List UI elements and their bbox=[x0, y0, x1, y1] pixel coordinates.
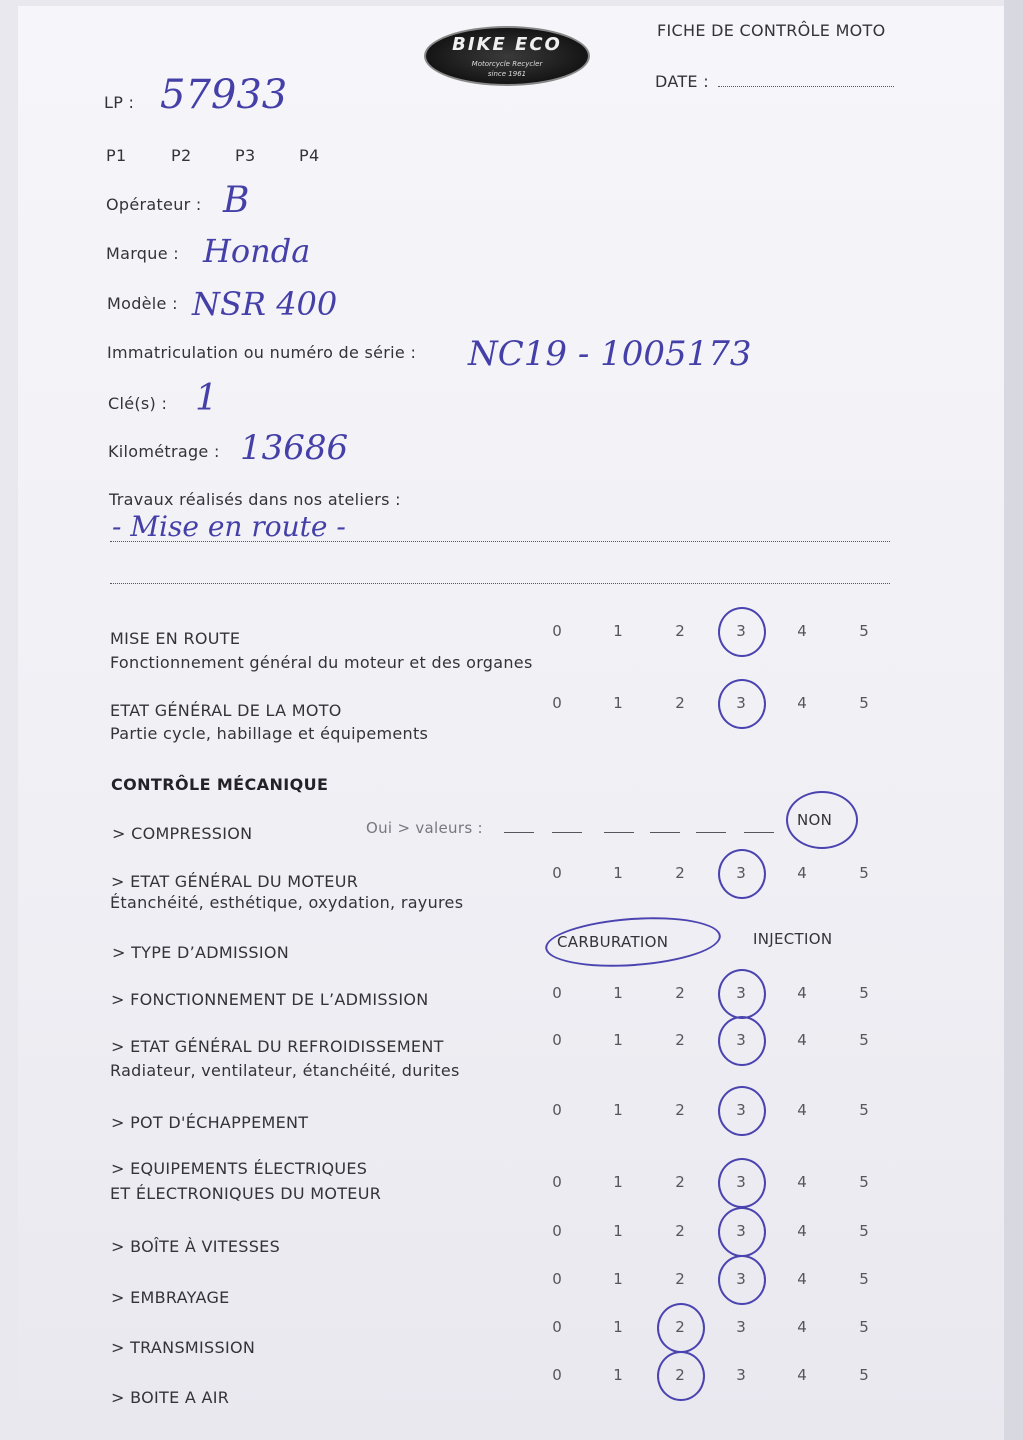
lp-value[interactable]: 57933 bbox=[160, 72, 288, 118]
logo-brand: BIKE ECO bbox=[452, 34, 562, 55]
admission-type-title: > TYPE D’ADMISSION bbox=[112, 943, 290, 962]
mech-2-score-1[interactable]: 1 bbox=[613, 1031, 623, 1049]
mech-3-score-4[interactable]: 4 bbox=[797, 1101, 807, 1119]
mech-title-1: > FONCTIONNEMENT DE L’ADMISSION bbox=[111, 990, 429, 1009]
mech-7-score-1[interactable]: 1 bbox=[613, 1318, 623, 1336]
compression-value-slot-1[interactable] bbox=[504, 832, 534, 833]
mech-8-score-3[interactable]: 3 bbox=[736, 1366, 746, 1384]
mech-0-score-5[interactable]: 5 bbox=[859, 864, 869, 882]
compression-value-slot-4[interactable] bbox=[650, 832, 680, 833]
mech-4-score-3[interactable]: 3 bbox=[736, 1173, 746, 1191]
mech-4-score-4[interactable]: 4 bbox=[797, 1173, 807, 1191]
km-value[interactable]: 13686 bbox=[240, 428, 349, 468]
rating-0-score-5[interactable]: 5 bbox=[859, 622, 869, 640]
section-title-controle-mecanique: CONTRÔLE MÉCANIQUE bbox=[111, 775, 329, 794]
mech-2-score-4[interactable]: 4 bbox=[797, 1031, 807, 1049]
mech-2-score-5[interactable]: 5 bbox=[859, 1031, 869, 1049]
rating-1-score-3[interactable]: 3 bbox=[736, 694, 746, 712]
mech-5-selected-circle bbox=[718, 1207, 766, 1257]
logo-since: since 1961 bbox=[487, 70, 527, 78]
rating-title-0: MISE EN ROUTE bbox=[110, 629, 241, 648]
cles-label: Clé(s) : bbox=[108, 394, 168, 413]
mech-title-2: > ETAT GÉNÉRAL DU REFROIDISSEMENT bbox=[111, 1037, 444, 1056]
page-edge bbox=[1004, 0, 1023, 1440]
mech-8-score-0[interactable]: 0 bbox=[552, 1366, 562, 1384]
mech-4-score-5[interactable]: 5 bbox=[859, 1173, 869, 1191]
mech-3-score-0[interactable]: 0 bbox=[552, 1101, 562, 1119]
mech-title-6: > EMBRAYAGE bbox=[111, 1288, 230, 1307]
rating-1-score-4[interactable]: 4 bbox=[797, 694, 807, 712]
mech-0-score-1[interactable]: 1 bbox=[613, 864, 623, 882]
mech-4-score-1[interactable]: 1 bbox=[613, 1173, 623, 1191]
mech-subtitle-2: Radiateur, ventilateur, étanchéité, durites bbox=[110, 1061, 460, 1080]
modele-label: Modèle : bbox=[107, 294, 178, 313]
mech-1-score-2[interactable]: 2 bbox=[675, 984, 685, 1002]
travaux-line-1 bbox=[110, 541, 890, 542]
mech-subtitle-4: ET ÉLECTRONIQUES DU MOTEUR bbox=[110, 1184, 382, 1203]
mech-subtitle-0: Étanchéité, esthétique, oxydation, rayures bbox=[110, 893, 464, 912]
mech-6-score-5[interactable]: 5 bbox=[859, 1270, 869, 1288]
rating-subtitle-0: Fonctionnement général du moteur et des organes bbox=[110, 653, 533, 672]
modele-value[interactable]: NSR 400 bbox=[192, 285, 338, 323]
mech-7-selected-circle bbox=[657, 1303, 705, 1353]
mech-title-0: > ETAT GÉNÉRAL DU MOTEUR bbox=[111, 872, 359, 891]
p3-option[interactable]: P3 bbox=[235, 146, 256, 165]
mech-3-score-2[interactable]: 2 bbox=[675, 1101, 685, 1119]
rating-1-score-0[interactable]: 0 bbox=[552, 694, 562, 712]
mech-7-score-2[interactable]: 2 bbox=[675, 1318, 685, 1336]
rating-1-score-2[interactable]: 2 bbox=[675, 694, 685, 712]
mech-6-score-2[interactable]: 2 bbox=[675, 1270, 685, 1288]
mech-0-selected-circle bbox=[718, 849, 766, 899]
rating-0-score-1[interactable]: 1 bbox=[613, 622, 623, 640]
mech-0-score-2[interactable]: 2 bbox=[675, 864, 685, 882]
mech-1-selected-circle bbox=[718, 969, 766, 1019]
mech-title-8: > BOITE A AIR bbox=[111, 1388, 230, 1407]
mech-6-selected-circle bbox=[718, 1255, 766, 1305]
marque-label: Marque : bbox=[106, 244, 179, 263]
travaux-value[interactable]: - Mise en route - bbox=[112, 510, 346, 543]
compression-value-slot-3[interactable] bbox=[604, 832, 634, 833]
bike-eco-logo bbox=[424, 26, 590, 86]
logo-tagline: Motorcycle Recycler bbox=[471, 60, 543, 68]
mech-2-selected-circle bbox=[718, 1016, 766, 1066]
rating-1-score-1[interactable]: 1 bbox=[613, 694, 623, 712]
mech-6-score-4[interactable]: 4 bbox=[797, 1270, 807, 1288]
rating-1-selected-circle bbox=[718, 679, 766, 729]
rating-0-selected-circle bbox=[718, 607, 766, 657]
mech-7-score-0[interactable]: 0 bbox=[552, 1318, 562, 1336]
rating-title-1: ETAT GÉNÉRAL DE LA MOTO bbox=[110, 701, 342, 720]
mech-4-selected-circle bbox=[718, 1158, 766, 1208]
mech-8-selected-circle bbox=[657, 1351, 705, 1401]
admission-injection-option[interactable]: INJECTION bbox=[753, 930, 833, 948]
mech-1-score-4[interactable]: 4 bbox=[797, 984, 807, 1002]
mech-6-score-0[interactable]: 0 bbox=[552, 1270, 562, 1288]
rating-1-score-5[interactable]: 5 bbox=[859, 694, 869, 712]
km-label: Kilométrage : bbox=[108, 442, 220, 461]
cles-value[interactable]: 1 bbox=[195, 378, 218, 419]
mech-4-score-2[interactable]: 2 bbox=[675, 1173, 685, 1191]
date-field[interactable] bbox=[718, 86, 894, 87]
p1-option[interactable]: P1 bbox=[106, 146, 127, 165]
compression-non-circle bbox=[786, 791, 858, 849]
mech-2-score-0[interactable]: 0 bbox=[552, 1031, 562, 1049]
operateur-value[interactable]: B bbox=[223, 180, 250, 221]
mech-title-7: > TRANSMISSION bbox=[111, 1338, 256, 1357]
mech-2-score-3[interactable]: 3 bbox=[736, 1031, 746, 1049]
mech-4-score-0[interactable]: 0 bbox=[552, 1173, 562, 1191]
p4-option[interactable]: P4 bbox=[299, 146, 320, 165]
mech-0-score-0[interactable]: 0 bbox=[552, 864, 562, 882]
rating-0-score-0[interactable]: 0 bbox=[552, 622, 562, 640]
mech-7-score-4[interactable]: 4 bbox=[797, 1318, 807, 1336]
mech-1-score-3[interactable]: 3 bbox=[736, 984, 746, 1002]
travaux-label: Travaux réalisés dans nos ateliers : bbox=[109, 490, 401, 509]
mech-8-score-5[interactable]: 5 bbox=[859, 1366, 869, 1384]
mech-8-score-4[interactable]: 4 bbox=[797, 1366, 807, 1384]
operateur-label: Opérateur : bbox=[106, 195, 202, 214]
mech-8-score-1[interactable]: 1 bbox=[613, 1366, 623, 1384]
mech-title-5: > BOÎTE À VITESSES bbox=[111, 1237, 281, 1256]
mech-7-score-3[interactable]: 3 bbox=[736, 1318, 746, 1336]
mech-5-score-4[interactable]: 4 bbox=[797, 1222, 807, 1240]
rating-0-score-2[interactable]: 2 bbox=[675, 622, 685, 640]
mech-2-score-2[interactable]: 2 bbox=[675, 1031, 685, 1049]
form-title: FICHE DE CONTRÔLE MOTO bbox=[657, 21, 886, 40]
mech-3-score-3[interactable]: 3 bbox=[736, 1101, 746, 1119]
mech-6-score-3[interactable]: 3 bbox=[736, 1270, 746, 1288]
compression-non-option[interactable]: NON bbox=[797, 811, 833, 829]
admission-carburation-option[interactable]: CARBURATION bbox=[557, 933, 669, 951]
mech-0-score-3[interactable]: 3 bbox=[736, 864, 746, 882]
mech-title-3: > POT D'ÉCHAPPEMENT bbox=[111, 1113, 309, 1132]
marque-value[interactable]: Honda bbox=[203, 232, 311, 270]
compression-oui-label: Oui > valeurs : bbox=[366, 819, 483, 837]
mech-1-score-5[interactable]: 5 bbox=[859, 984, 869, 1002]
rating-subtitle-1: Partie cycle, habillage et équipements bbox=[110, 724, 429, 743]
mech-5-score-2[interactable]: 2 bbox=[675, 1222, 685, 1240]
mech-title-4: > EQUIPEMENTS ÉLECTRIQUES bbox=[111, 1159, 368, 1178]
date-label: DATE : bbox=[655, 72, 709, 91]
rating-0-score-4[interactable]: 4 bbox=[797, 622, 807, 640]
mech-1-score-1[interactable]: 1 bbox=[613, 984, 623, 1002]
mech-3-score-1[interactable]: 1 bbox=[613, 1101, 623, 1119]
mech-6-score-1[interactable]: 1 bbox=[613, 1270, 623, 1288]
mech-5-score-0[interactable]: 0 bbox=[552, 1222, 562, 1240]
mech-5-score-1[interactable]: 1 bbox=[613, 1222, 623, 1240]
mech-3-score-5[interactable]: 5 bbox=[859, 1101, 869, 1119]
mech-8-score-2[interactable]: 2 bbox=[675, 1366, 685, 1384]
travaux-line-2 bbox=[110, 583, 890, 584]
rating-0-score-3[interactable]: 3 bbox=[736, 622, 746, 640]
lp-label: LP : bbox=[104, 93, 135, 112]
compression-title: > COMPRESSION bbox=[112, 824, 253, 843]
mech-5-score-3[interactable]: 3 bbox=[736, 1222, 746, 1240]
mech-7-score-5[interactable]: 5 bbox=[859, 1318, 869, 1336]
p2-option[interactable]: P2 bbox=[171, 146, 192, 165]
mech-1-score-0[interactable]: 0 bbox=[552, 984, 562, 1002]
mech-3-selected-circle bbox=[718, 1086, 766, 1136]
compression-value-slot-5[interactable] bbox=[696, 832, 726, 833]
immat-value[interactable]: NC19 - 1005173 bbox=[468, 334, 752, 374]
compression-value-slot-6[interactable] bbox=[744, 832, 774, 833]
immat-label: Immatriculation ou numéro de série : bbox=[107, 343, 417, 362]
mech-5-score-5[interactable]: 5 bbox=[859, 1222, 869, 1240]
compression-value-slot-2[interactable] bbox=[552, 832, 582, 833]
mech-0-score-4[interactable]: 4 bbox=[797, 864, 807, 882]
